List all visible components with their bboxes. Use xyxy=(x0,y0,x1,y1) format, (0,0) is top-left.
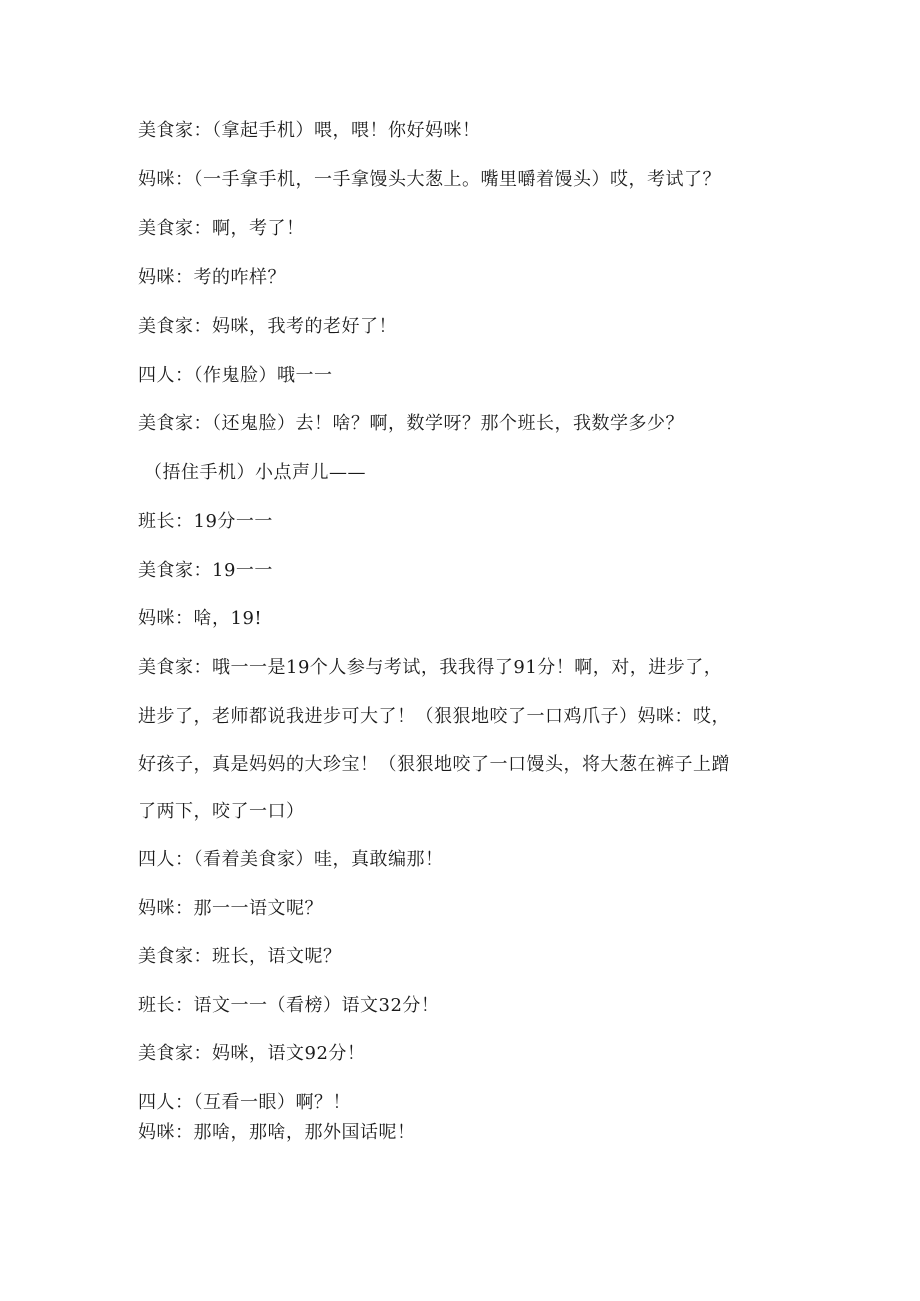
dialogue-line: 美食家：（还鬼脸）去！啥？啊，数学呀？那个班长，我数学多少？ xyxy=(138,413,684,434)
dialogue-line: 美食家：哦一一是19个人参与考试，我我得了91分！啊，对，进步了， xyxy=(138,657,723,678)
dialogue-line: 班长：19分一一 xyxy=(138,511,273,532)
stage-direction-line: （捂住手机）小点声儿—— xyxy=(144,462,366,483)
dialogue-line: 好孩子，真是妈妈的大珍宝！（狠狠地咬了一口馒头，将大葱在裤子上蹭 xyxy=(138,754,730,775)
dialogue-line: 四人：（互看一眼）啊？！ xyxy=(138,1092,351,1113)
dialogue-line: 美食家：班长，语文呢？ xyxy=(138,946,342,967)
dialogue-line: 进步了，老师都说我进步可大了！（狠狠地咬了一口鸡爪子）妈咪：哎， xyxy=(138,706,730,727)
dialogue-line: 妈咪：那啥，那啥，那外国话呢！ xyxy=(138,1122,416,1143)
dialogue-line: 妈咪：（一手拿手机，一手拿馒头大葱上。嘴里嚼着馒头）哎，考试了？ xyxy=(138,169,721,190)
dialogue-line: 美食家：妈咪，语文92分！ xyxy=(138,1043,366,1064)
dialogue-line: 妈咪：啥，19! xyxy=(138,608,263,629)
dialogue-line: 妈咪：考的咋样？ xyxy=(138,267,286,288)
dialogue-line: 美食家：啊，考了！ xyxy=(138,218,305,239)
dialogue-line: 美食家：（拿起手机）喂，喂！你好妈咪！ xyxy=(138,120,481,141)
dialogue-line: 美食家：19一一 xyxy=(138,560,273,581)
dialogue-line: 班长：语文一一（看榜）语文32分！ xyxy=(138,995,440,1016)
dialogue-line: 四人：（看着美食家）哇，真敢编那！ xyxy=(138,849,444,870)
dialogue-line: 美食家：妈咪，我考的老好了！ xyxy=(138,316,397,337)
dialogue-line: 了两下，咬了一口） xyxy=(138,801,305,822)
dialogue-line: 四人：（作鬼脸）哦一一 xyxy=(138,365,333,386)
dialogue-line: 妈咪：那一一语文呢？ xyxy=(138,898,323,919)
